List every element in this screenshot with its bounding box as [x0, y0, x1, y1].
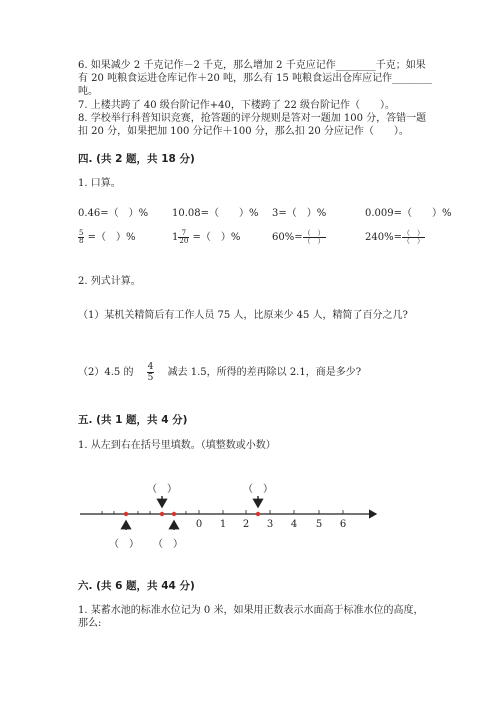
tick-label-0: 0	[195, 519, 203, 530]
section4-q1-title: 1. 口算。	[78, 178, 121, 189]
section4-title: 四. (共 2 题，共 18 分)	[78, 153, 195, 165]
fraction-7-20: $\frac{7}{20}$	[179, 229, 189, 245]
fraction-5-8: $\frac{5}{8}$	[79, 229, 84, 245]
section4-q2-title: 2. 列式计算。	[78, 276, 141, 287]
oral-item-3: 3=（ ）%	[272, 208, 327, 219]
oral-item-2: 10.08=（ ）%	[172, 208, 259, 219]
section4-q2-a: （1）某机关精简后有工作人员 75 人，比原来少 45 人，精简了百分之几?	[78, 310, 408, 321]
section6-title: 六. (共 6 题，共 44 分)	[78, 580, 195, 592]
section6-q1-line2: 那么:	[78, 618, 102, 629]
fraction-blank-1: $\frac{( )}{( )}$	[303, 229, 325, 245]
oral-item-8: 240%= $\frac{( )}{( )}$	[365, 229, 424, 245]
bracket-top-1: （ ）	[147, 484, 177, 495]
tick-label-6: 6	[339, 519, 347, 530]
down-arrows	[162, 496, 258, 507]
fraction-4-5: $\frac{4}{5}$	[147, 362, 154, 383]
oral-item-7: 60%= $\frac{( )}{( )}$	[272, 229, 325, 245]
q6-line3: 吨。	[78, 86, 98, 97]
point-b	[160, 512, 164, 516]
oral-item-1: 0.46=（ ）%	[78, 208, 149, 219]
up-arrows	[126, 521, 174, 530]
q6-line1: 6. 如果减少 2 千克记作－2 千克，那么增加 2 千克应记作________千克；如果	[78, 60, 426, 71]
bracket-top-2: （ ）	[243, 484, 273, 495]
bracket-bottom-1: （ ）	[109, 539, 139, 550]
q8-line1: 8. 学校举行科普知识竞赛，抢答题的评分规则是答对一题加 100 分，答错一题	[78, 113, 427, 124]
point-d	[256, 512, 260, 516]
q8-line2: 扣 20 分，如果把加 100 分记作＋100 分，那么扣 20 分应记作（ ）。	[78, 126, 409, 137]
tick-label-3: 3	[266, 519, 274, 530]
tick-label-2: 2	[242, 519, 250, 530]
oral-item-4: 0.009=（ ）%	[365, 208, 452, 219]
fraction-blank-2: $\frac{( )}{( )}$	[402, 229, 424, 245]
section5-title: 五. (共 1 题，共 4 分)	[78, 414, 188, 426]
section5-q1: 1. 从左到右在括号里填数。（填整数或小数）	[78, 440, 276, 451]
tick-label-5: 5	[315, 519, 323, 530]
tick-label-1: 1	[219, 519, 227, 530]
section4-q2-b: （2）4.5 的 $\frac{4}{5}$ 减去 1.5，所得的差再除以 2.1，商是多少?	[78, 362, 362, 383]
q6-line2: 有 20 吨粮食运进仓库记作＋20 吨，那么有 15 吨粮食运出仓库应记作________	[78, 73, 433, 84]
section6-q1-line1: 1. 某蓄水池的标准水位记为 0 米，如果用正数表示水面高于标准水位的高度，	[78, 605, 424, 616]
bracket-bottom-2: （ ）	[153, 539, 183, 550]
oral-item-6: 1 $\frac{7}{20}$ =（ ）%	[172, 229, 241, 245]
q7-text: 7. 上楼共跨了 40 级台阶记作+40，下楼跨了 22 级台阶记作（ ）。	[78, 100, 395, 111]
number-line-figure	[0, 470, 500, 560]
oral-item-5: $\frac{5}{8}$ =（ ）%	[79, 229, 136, 245]
point-c	[172, 512, 176, 516]
tick-label-4: 4	[290, 519, 298, 530]
point-a	[124, 512, 128, 516]
